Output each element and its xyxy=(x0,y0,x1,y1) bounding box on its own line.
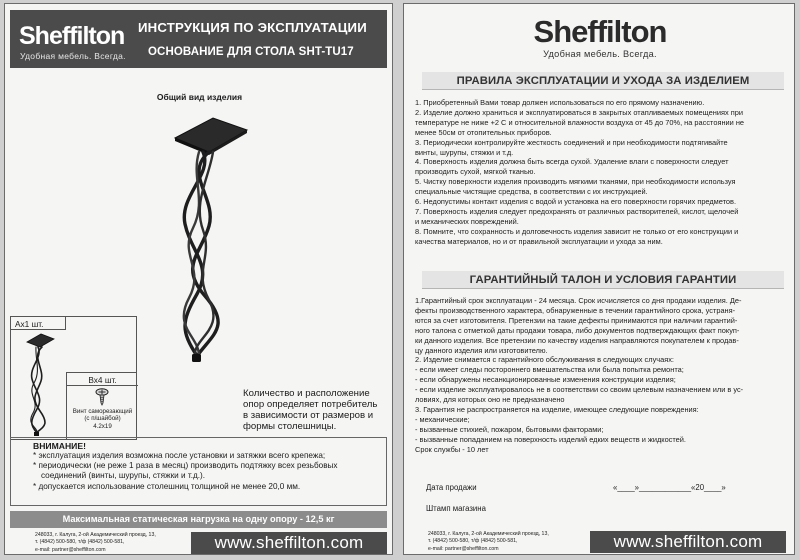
address-line: e-mail: partner@sheffilton.com xyxy=(428,545,499,552)
warranty-line: ки данного изделия. Все претензии по качеству изделия направляются покупателем к продав- xyxy=(415,335,739,345)
part-b xyxy=(66,372,137,440)
warning-box xyxy=(10,437,387,506)
warning-item: соединений (винты, шурупы, стяжки и т.д.). xyxy=(41,471,206,481)
website-link[interactable]: www.sheffilton.com xyxy=(191,532,387,554)
figure-label: Общий вид изделия xyxy=(156,92,243,102)
brand-logo: Sheffilton xyxy=(19,22,125,50)
brand-logo-block xyxy=(404,16,795,59)
brand-logo: Sheffilton xyxy=(533,14,667,49)
warning-item: * эксплуатация изделия возможна после установки и затяжки всего крепежа; xyxy=(33,451,326,460)
address-line: т. (4842) 500-580, т/ф (4842) 500-581, xyxy=(35,539,125,546)
rule-line: менее 50см от отопительных приборов. xyxy=(415,127,552,137)
address-line: т. (4842) 500-580, т/ф (4842) 500-581, xyxy=(428,538,518,545)
sale-date-blank: «____»____________«20____» xyxy=(613,483,726,492)
address-line: 248033, г. Калуга, 2-ой Академический проезд, 13, xyxy=(35,532,156,538)
left-page xyxy=(4,3,393,555)
warranty-line: фекты производственного характера, обнаруженные в течении гарантийного срока, устраня- xyxy=(415,305,736,315)
part-b-caption-line: Винт саморезающий xyxy=(72,408,133,415)
warning-title: ВНИМАНИЕ! xyxy=(33,441,86,451)
rule-line: температуре не ниже +2 С и относительной влажности воздуха от 45 до 70%, на расстоянии не xyxy=(415,117,745,127)
rule-line: 3. Периодически контролируйте жесткость соединений и при необходимости подтягивайте xyxy=(415,137,728,147)
warranty-line: - если изделие эксплуатировалось не в соответствии со своим целевым назначением или в ус- xyxy=(415,385,744,395)
parts-list xyxy=(10,316,137,440)
company-address xyxy=(35,532,156,554)
document-subtitle: ОСНОВАНИЕ ДЛЯ СТОЛА SHT-TU17 xyxy=(148,46,354,58)
warranty-line: ного талона с отметкой даты продажи товара, либо документов подтверждающих факт покуп- xyxy=(415,325,740,335)
address-line: 248033, г. Калуга, 2-ой Академический проезд, 13, xyxy=(428,531,549,537)
rule-line: 6. Недопустимы контакт изделия с водой и установка на его поверхности горячих предметов. xyxy=(415,197,737,207)
company-address xyxy=(428,531,549,553)
rule-line: 8. Помните, что сохранность и долговечность изделия зависит не только от его конструкции и xyxy=(415,226,739,236)
rule-line: винты, шурупы, стяжки и т.д. xyxy=(415,147,514,157)
twisted-strands xyxy=(184,152,218,356)
foot xyxy=(192,354,201,362)
sale-date-label: Дата продажи xyxy=(426,483,477,492)
rule-line: 1. Приобретенный Вами товар должен использоваться по его прямому назначению. xyxy=(415,98,705,107)
rule-line: и механических повреждений. xyxy=(415,216,519,226)
warranty-line: - если имеет следы постороннего вмешательства или была попытка ремонта; xyxy=(415,365,684,375)
part-b-caption-line: (с п/шайбой) xyxy=(84,415,121,423)
rules-list xyxy=(415,98,793,247)
warranty-line: - вызванные стихией, пожаром, бытовыми факторами; xyxy=(415,424,604,434)
warranty-terms xyxy=(415,296,793,455)
warranty-heading: ГАРАНТИЙНЫЙ ТАЛОН И УСЛОВИЯ ГАРАНТИИ xyxy=(422,271,784,289)
rule-line: специальные чистящие средства, в соответствии с их инструкцией. xyxy=(415,187,648,197)
brand-slogan: Удобная мебель. Всегда. xyxy=(20,51,126,61)
table-base-illustration xyxy=(153,116,253,366)
rule-line: 4. Поверхность изделия должна быть всегда сухой. Удаление влаги с поверхности следует xyxy=(415,157,729,167)
screw-icon xyxy=(95,388,109,406)
rule-line: 2. Изделие должно храниться и эксплуатироваться в закрытых отапливаемых помещениях при xyxy=(415,107,743,117)
warranty-line: - механические; xyxy=(415,414,470,424)
website-link[interactable]: www.sheffilton.com xyxy=(590,531,786,553)
part-a-title: Ах1 шт. xyxy=(11,317,66,330)
warranty-line: ются за счет изготовителя. Претензии на такие дефекты принимаются при наличии гарантий- xyxy=(415,315,738,325)
rule-line: 5. Чистку поверхности изделия производить мягкими тканями, при необходимости используя xyxy=(415,177,736,187)
rule-line: производить сухой, мягкой тканью. xyxy=(415,167,536,177)
part-a-illustration xyxy=(21,333,57,437)
layout-note xyxy=(243,388,377,432)
warranty-line: 3. Гарантия не распространяется на изделие, имеющее следующие повреждения: xyxy=(415,404,699,414)
address-line: e-mail: partner@sheffilton.com xyxy=(35,546,106,553)
warranty-line: 2. Изделие снимается с гарантийного обслуживания в следующих случаях: xyxy=(415,355,674,365)
warranty-line: 1.Гарантийный срок эксплуатации - 24 месяца. Срок исчисляется со дня продажи изделия. Де- xyxy=(415,296,742,305)
part-b-title: Вх4 шт. xyxy=(67,373,138,386)
brand-slogan: Удобная мебель. Всегда. xyxy=(543,49,657,59)
layout-note-line: в зависимости от размеров и xyxy=(243,410,374,421)
part-b-caption-line: 4.2х19 xyxy=(93,422,112,430)
rules-heading: ПРАВИЛА ЭКСПЛУАТАЦИИ И УХОДА ЗА ИЗДЕЛИЕМ xyxy=(422,72,784,90)
layout-note-line: Количество и расположение xyxy=(243,388,370,399)
warranty-line: - если обнаружены несанкционированные изменения конструкции изделия; xyxy=(415,375,676,385)
warning-item: * допускается использование столешниц толщиной не менее 20,0 мм. xyxy=(33,481,301,491)
left-header xyxy=(10,10,387,68)
warranty-line: ловиях, для которых оно не предназначено xyxy=(415,395,565,405)
rule-line: качества материалов, но и от правильной эксплуатации и ухода за ним. xyxy=(415,236,663,246)
layout-note-line: опор определяет потребитель xyxy=(243,399,378,410)
service-life: Срок службы - 10 лет xyxy=(415,444,489,454)
document-title: ИНСТРУКЦИЯ ПО ЭКСПЛУАТАЦИИ xyxy=(138,20,367,35)
warning-item: * периодически (не реже 1 раза в месяц) производить подтяжку всех резьбовых xyxy=(33,461,338,471)
top-plate xyxy=(175,118,247,155)
max-load-bar: Максимальная статическая нагрузка на одну опору - 12,5 кг xyxy=(10,511,387,528)
part-b-caption xyxy=(68,408,137,430)
rule-line: 7. Поверхность изделия следует предохранять от различных растворителей, кислот, щелочей xyxy=(415,206,739,216)
layout-note-line: формы столешницы. xyxy=(243,421,337,432)
warranty-line: - вызванные попаданием на поверхность изделий едких веществ и жидкостей. xyxy=(415,434,686,444)
right-page xyxy=(403,3,795,555)
warranty-line: цу данного изделия или изготовителю. xyxy=(415,345,548,355)
store-stamp-label: Штамп магазина xyxy=(426,504,486,513)
